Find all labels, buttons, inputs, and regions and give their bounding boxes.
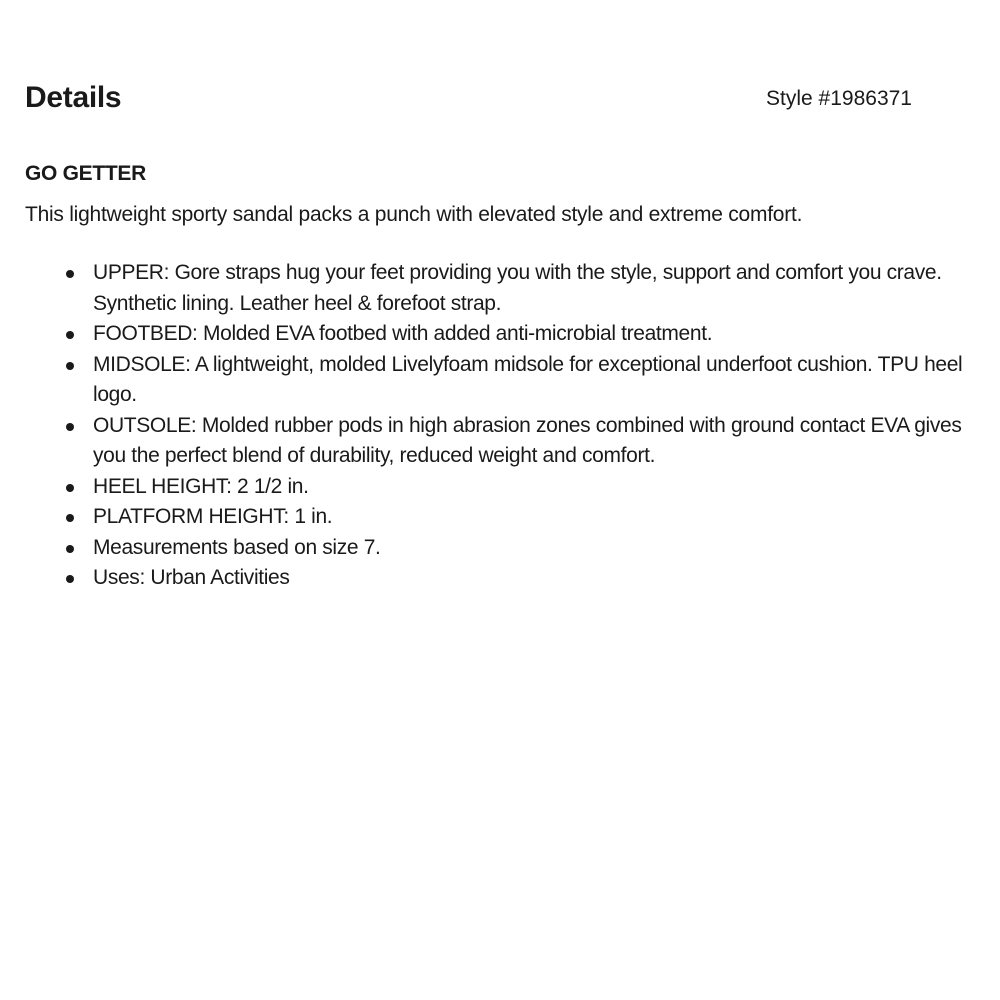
details-header xyxy=(25,78,915,122)
product-name: GO GETTER xyxy=(25,162,146,185)
feature-upper: UPPER: Gore straps hug your feet providing you with the style, support and comfort you crave. Synthetic lining. Leather heel & forefoot strap. xyxy=(93,258,980,319)
feature-footbed: FOOTBED: Molded EVA footbed with added anti-microbial treatment. xyxy=(93,319,980,350)
style-number: Style #1986371 xyxy=(766,87,912,110)
feature-measurements: Measurements based on size 7. xyxy=(93,533,980,564)
product-description: This lightweight sporty sandal packs a punch with elevated style and extreme comfort. xyxy=(25,203,803,226)
details-title: Details xyxy=(25,81,122,114)
features-list xyxy=(25,258,980,594)
feature-outsole: OUTSOLE: Molded rubber pods in high abrasion zones combined with ground contact EVA gives you the perfect blend of durability, reduced weight and comfort. xyxy=(93,411,980,472)
feature-midsole: MIDSOLE: A lightweight, molded Livelyfoam midsole for exceptional underfoot cushion. TPU heel logo. xyxy=(93,350,980,411)
feature-heel-height: HEEL HEIGHT: 2 1/2 in. xyxy=(93,472,980,503)
feature-platform-height: PLATFORM HEIGHT: 1 in. xyxy=(93,502,980,533)
feature-uses: Uses: Urban Activities xyxy=(93,563,980,594)
